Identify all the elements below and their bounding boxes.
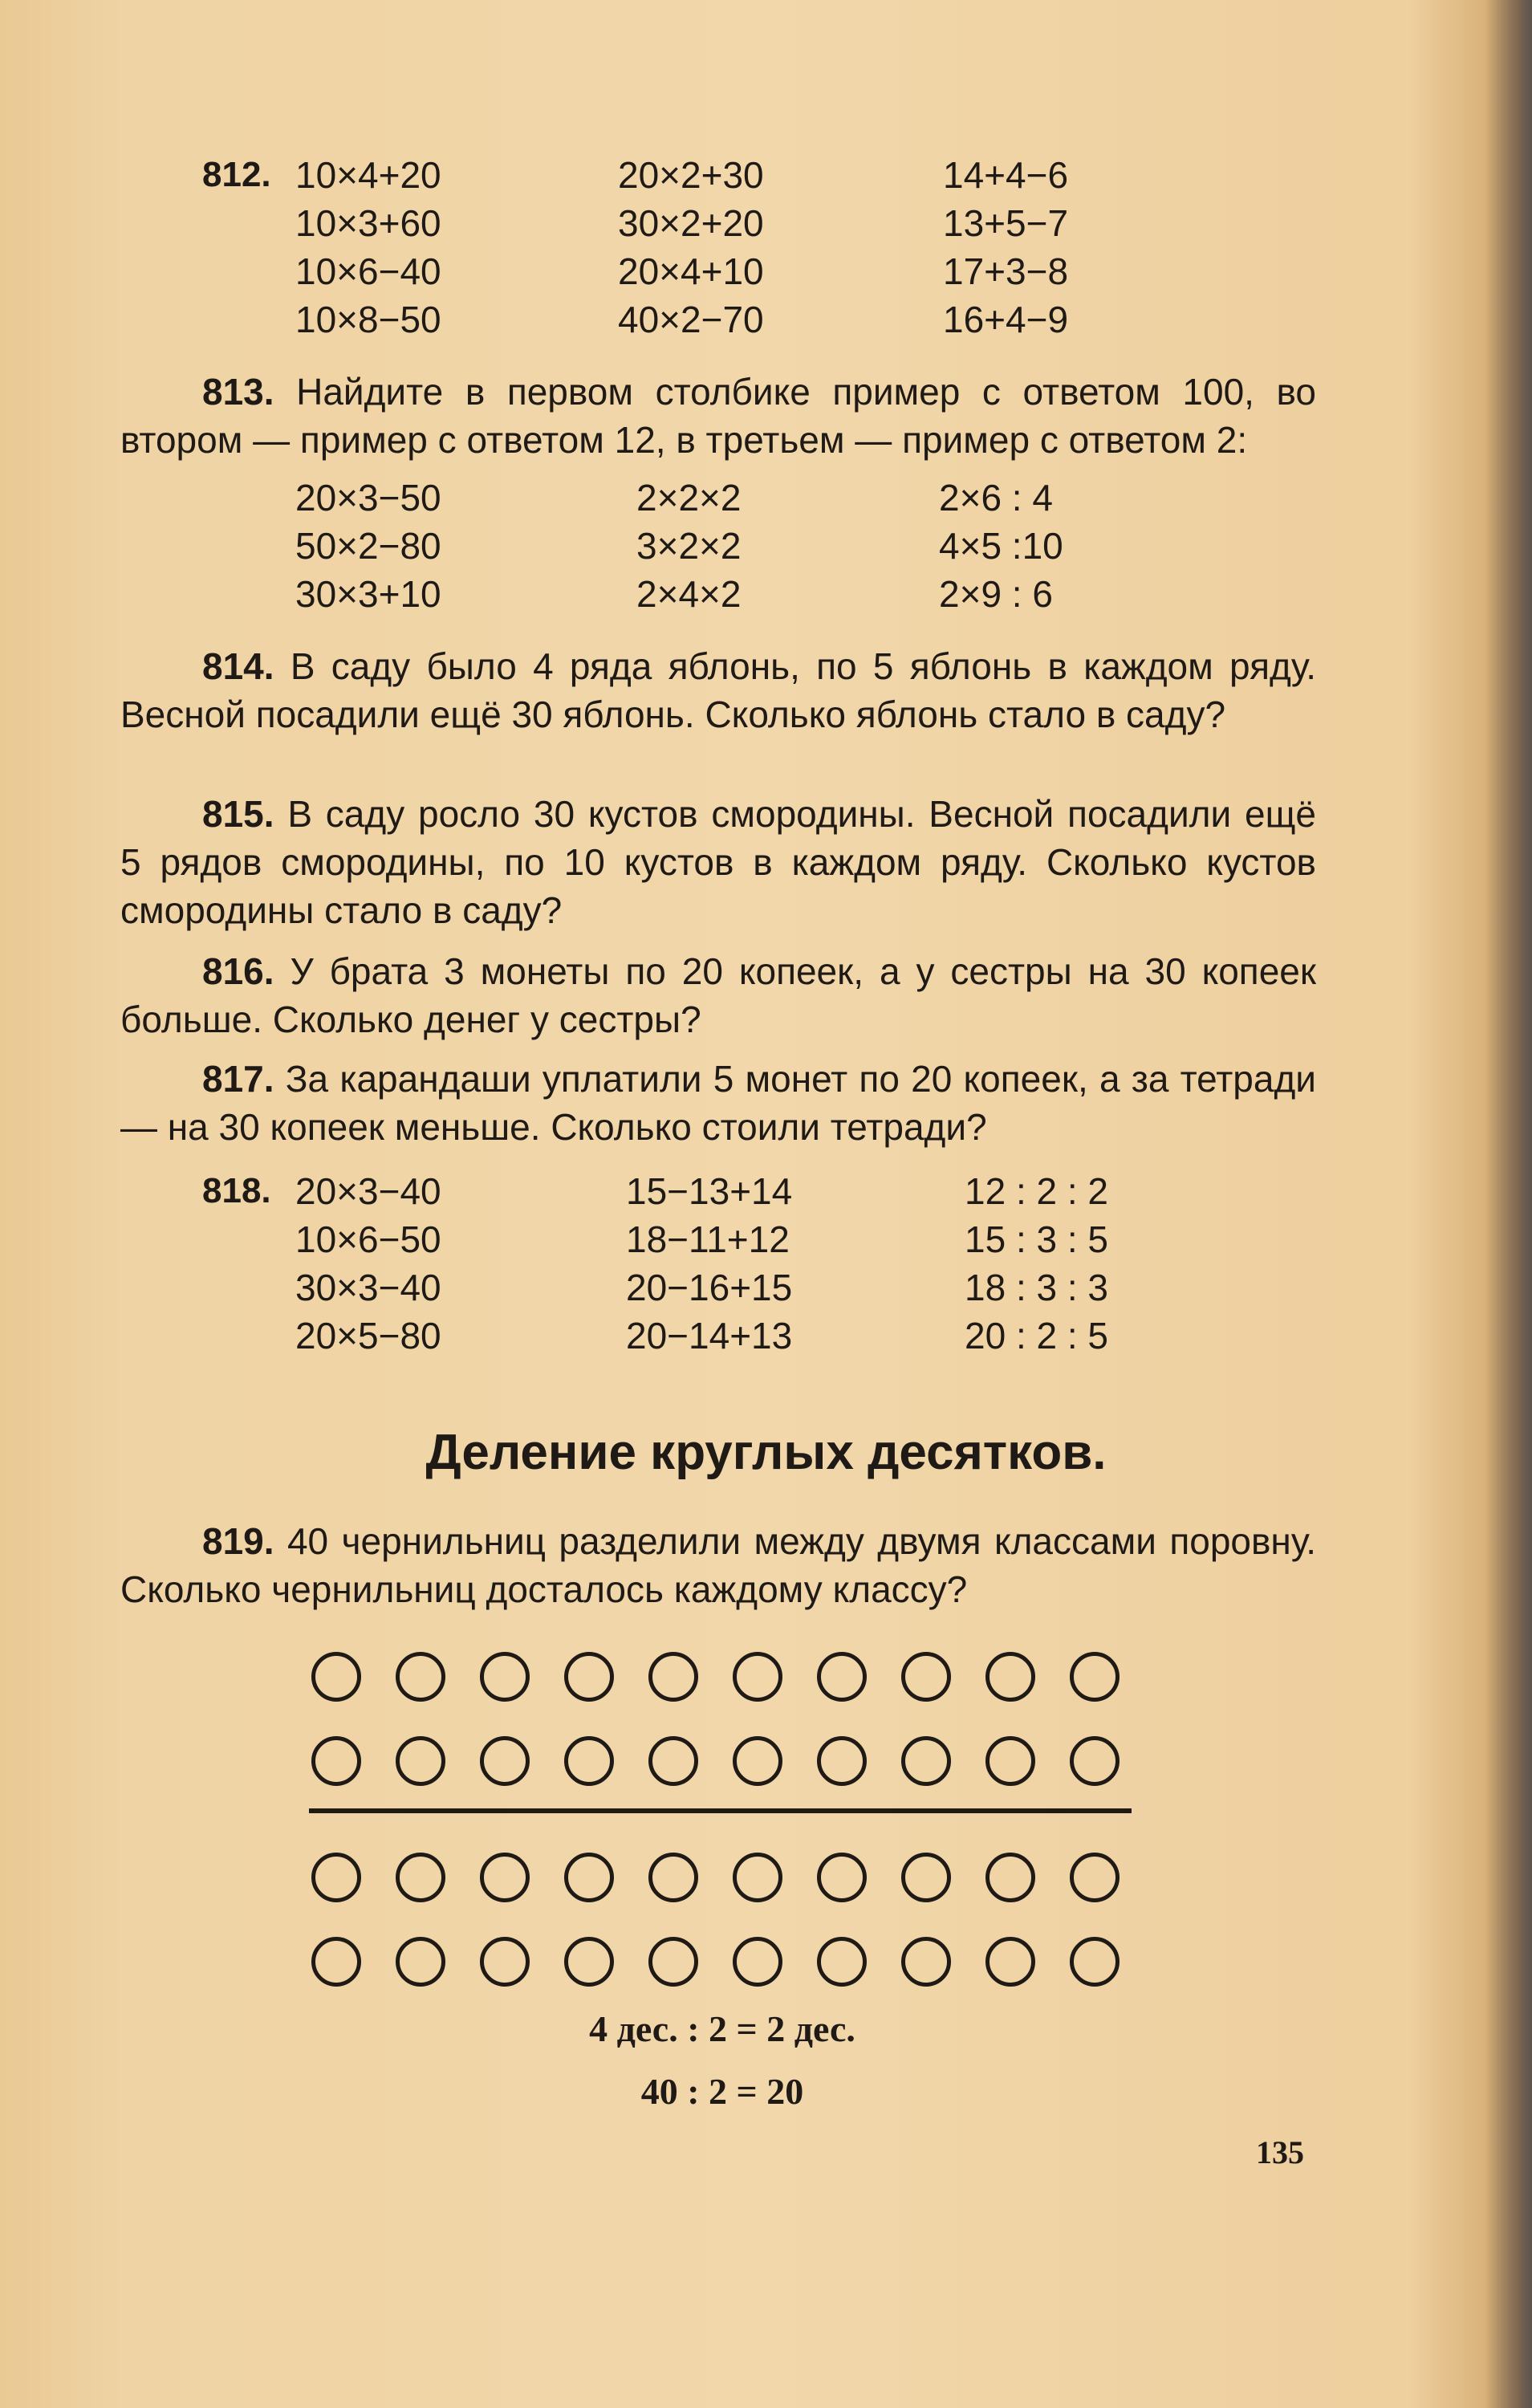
formula-result: 40 : 2 = 20 [640,2071,804,2112]
inkwell-circle [311,1937,361,1987]
inkwell-circle [564,1937,614,1987]
expression: 2×9 : 6 [939,573,1053,615]
inkwell-circle [648,1937,698,1987]
problem-812-number: 812. [202,155,271,194]
expression: 3×2×2 [636,525,742,567]
problem-817-body: За карандаши уплатили 5 монет по 20 копеек, а за тетради — на 30 копеек меньше. Сколько стоили тетради? [120,1058,1317,1148]
inkwell-circle [817,1652,867,1702]
expression: 2×4×2 [636,573,742,615]
inkwell-circle [396,1937,445,1987]
inkwell-circle [648,1736,698,1786]
expression: 14+4−6 [943,154,1069,196]
problem-815-number: 815. [202,793,274,835]
expression: 10×8−50 [295,299,441,340]
inkwell-circle [396,1853,445,1902]
expression: 13+5−7 [943,202,1069,244]
problem-814-text [120,642,1316,738]
inkwell-circle [985,1736,1035,1786]
inkwell-circle [311,1652,361,1702]
inkwell-circle [1070,1652,1120,1702]
problem-813-number: 813. [202,371,274,413]
inkwell-circle [480,1652,530,1702]
expression: 20×5−80 [295,1315,441,1357]
inkwell-circle [480,1736,530,1786]
inkwell-circle [564,1736,614,1786]
inkwell-circle [1070,1853,1120,1902]
expression: 50×2−80 [295,525,441,567]
inkwell-circle [396,1652,445,1702]
expression: 20×3−50 [295,477,441,519]
circle-row [305,1730,1140,1802]
expression: 30×2+20 [618,202,764,244]
inkwell-circle [817,1853,867,1902]
problem-813-text [120,368,1316,464]
expression: 10×3+60 [295,202,441,244]
inkwell-circle [901,1937,951,1987]
expression: 10×6−40 [295,250,441,292]
inkwell-circle [648,1853,698,1902]
expression: 15−13+14 [626,1170,793,1212]
formula-tens: 4 дес. : 2 = 2 дес. [589,2008,855,2049]
problem-813-body: Найдите в первом столбике пример с ответом 100, во втором — пример с ответом 12, в третьем — пример с ответом 2: [120,371,1316,461]
inkwell-circle [564,1652,614,1702]
expression: 20−16+15 [626,1267,793,1308]
problem-819-number: 819. [202,1520,274,1562]
problem-816-body: У брата 3 монеты по 20 копеек, а у сестры на 30 копеек больше. Сколько денег у сестры? [120,950,1316,1040]
expression: 40×2−70 [618,299,764,340]
inkwell-circle [985,1652,1035,1702]
inkwell-circle [1070,1736,1120,1786]
expression: 20×3−40 [295,1170,441,1212]
inkwell-circle [311,1736,361,1786]
expression: 30×3+10 [295,573,441,615]
inkwell-circle [901,1652,951,1702]
expression: 10×6−50 [295,1218,441,1260]
section-heading: Деление круглых десятков. [425,1425,1107,1480]
problem-814-body: В саду было 4 ряда яблонь, по 5 яблонь в каждом ряду. Весной посадили ещё 30 яблонь. Сколько яблонь стало в саду? [120,645,1317,735]
expression: 20×4+10 [618,250,764,292]
circle-row [305,1846,1140,1918]
expression: 2×2×2 [636,477,742,519]
inkwell-circle [1070,1937,1120,1987]
divider-line [309,1808,1132,1813]
problem-819-text [120,1517,1316,1613]
inkwell-circle [733,1736,782,1786]
inkwell-circle [901,1853,951,1902]
inkwell-circle [733,1937,782,1987]
circle-row [305,1645,1140,1718]
problem-817-text [120,1055,1316,1151]
inkwell-circle [733,1853,782,1902]
problem-814-number: 814. [202,645,274,687]
expression: 2×6 : 4 [939,477,1053,519]
inkwell-circle [817,1937,867,1987]
inkwell-circle [648,1652,698,1702]
expression: 30×3−40 [295,1267,441,1308]
inkwell-circle [480,1937,530,1987]
inkwell-circle [480,1853,530,1902]
problem-815-text [120,790,1316,934]
page-number: 135 [1256,2134,1304,2170]
expression: 20−14+13 [626,1315,793,1357]
inkwell-circle [985,1853,1035,1902]
problem-817-number: 817. [202,1058,274,1100]
inkwell-circle [985,1937,1035,1987]
expression: 20 : 2 : 5 [965,1315,1109,1357]
expression: 18 : 3 : 3 [965,1267,1109,1308]
inkwell-circle [311,1853,361,1902]
expression: 10×4+20 [295,154,441,196]
expression: 4×5 :10 [939,525,1063,567]
expression: 12 : 2 : 2 [965,1170,1109,1212]
expression: 18−11+12 [626,1218,790,1260]
inkwell-circle [564,1853,614,1902]
page-edge-shadow [1484,0,1532,2408]
expression: 20×2+30 [618,154,764,196]
inkwell-circle [901,1736,951,1786]
inkwell-circle [817,1736,867,1786]
inkwell-circle [396,1736,445,1786]
expression: 16+4−9 [943,299,1069,340]
problem-818-number: 818. [202,1171,271,1210]
expression: 17+3−8 [943,250,1069,292]
problem-815-body: В саду росло 30 кустов смородины. Весной посадили ещё 5 рядов смородины, по 10 кустов в каждом ряду. Сколько кустов смородины стало в саду? [120,793,1316,931]
inkwell-circle [733,1652,782,1702]
problem-816-number: 816. [202,950,274,992]
problem-816-text [120,947,1316,1043]
problem-819-body: 40 чернильниц разделили между двумя классами поровну. Сколько чернильниц досталось каждому классу? [120,1520,1317,1610]
circle-row [305,1930,1140,2003]
expression: 15 : 3 : 5 [965,1218,1109,1260]
